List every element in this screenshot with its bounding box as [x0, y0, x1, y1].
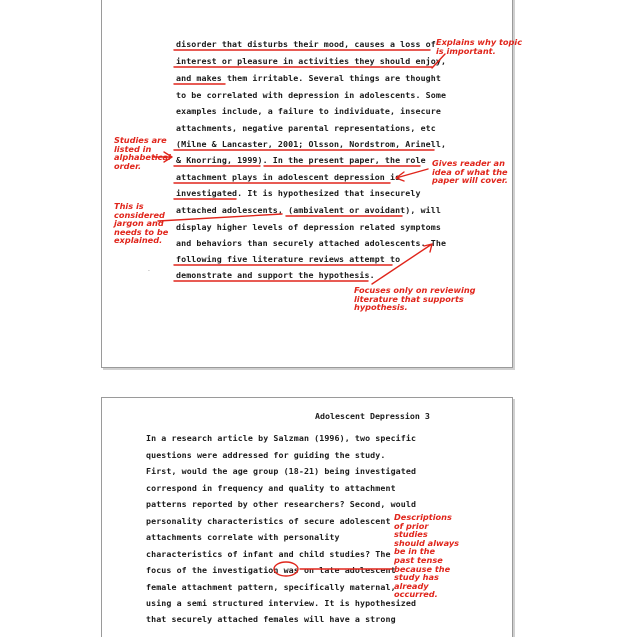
page2-line-9: focus of the investigation was on late adolescent: [146, 565, 396, 575]
page2-line-2: questions were addressed for guiding the study.: [146, 450, 386, 460]
stray-mark: .: [148, 266, 150, 273]
page2-line-4: correspond in frequency and quality to attachment: [146, 483, 396, 493]
page2-line-10: female attachment pattern, specifically maternal,: [146, 582, 396, 592]
page2-line-11: using a semi structured interview. It is hypothesized: [146, 598, 417, 608]
page2-line-6: personality characteristics of secure adolescent: [146, 516, 391, 526]
page1-line-13: and behaviors than securely attached adolescents. The: [176, 238, 447, 248]
page1-line-1: disorder that disturbs their mood, causes a loss of: [176, 39, 436, 49]
page2-line-3: First, would the age group (18-21) being investigated: [146, 466, 417, 476]
note-studies-listed: Studies are listed in alphabetical order.: [114, 135, 171, 171]
page1-line-6: attachments, negative parental representations, etc: [176, 123, 436, 133]
page1-line-4: to be correlated with depression in adolescents. Some: [176, 90, 447, 100]
page2-line-12: that securely attached females will have a strong: [146, 614, 396, 624]
page1-line-8: & Knorring, 1999). In the present paper, the role: [176, 155, 426, 165]
note-descriptions: Descriptions of prior studies should always be in the past tense because the study has already occurred.: [394, 512, 460, 600]
page1-line-12: display higher levels of depression related symptoms: [176, 222, 441, 232]
note-focuses: Focuses only on reviewing literature that supports hypothesis.: [354, 285, 476, 313]
page1-line-5: examples include, a failure to individuate, insecure: [176, 106, 441, 116]
page1-line-3: and makes them irritable. Several things are thought: [176, 73, 441, 83]
note-jargon: This is considered jargon and needs to be explained.: [114, 201, 169, 246]
page1-line-9: attachment plays in adolescent depression is: [176, 172, 401, 182]
page2-line-8: characteristics of infant and child studies? The: [146, 549, 391, 559]
note-gives-reader: Gives reader an idea of what the paper will cover.: [432, 158, 508, 186]
page1-line-11: attached adolescents, (ambivalent or avoidant), will: [176, 205, 441, 215]
page1-line-15: demonstrate and support the hypothesis.: [176, 270, 375, 280]
page1-line-10: investigated. It is hypothesized that insecurely: [176, 188, 421, 198]
page1-line-14: following five literature reviews attempt to: [176, 254, 401, 264]
page1-line-7: (Milne & Lancaster, 2001; Olsson, Nordstrom, Arinell,: [176, 139, 447, 149]
page1-line-2: interest or pleasure in activities they should enjoy,: [176, 56, 447, 66]
page2-line-1: In a research article by Salzman (1996), two specific: [146, 433, 417, 443]
running-head: Adolescent Depression 3: [315, 411, 430, 421]
note-explains-topic: Explains why topic is important.: [436, 37, 523, 56]
page2-line-7: attachments correlate with personality: [146, 532, 340, 542]
page2-line-5: patterns reported by other researchers? Second, would: [146, 499, 417, 509]
